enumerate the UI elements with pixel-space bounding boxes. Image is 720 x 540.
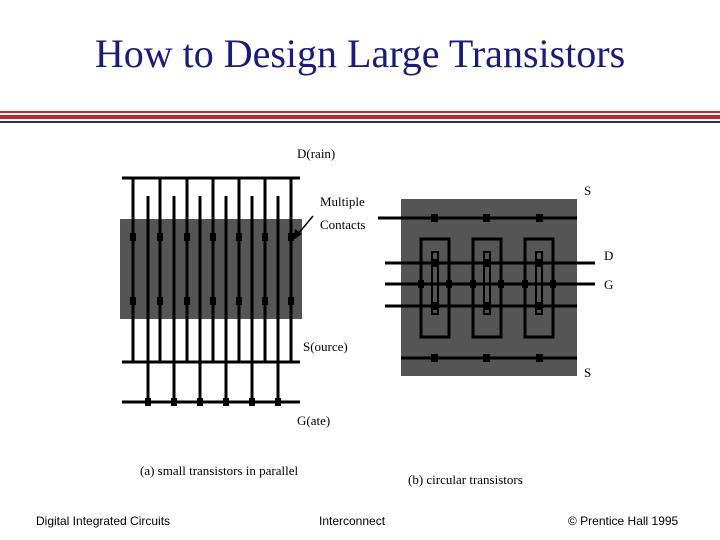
footer-left: Digital Integrated Circuits (36, 514, 171, 528)
caption-b: (b) circular transistors (408, 472, 523, 487)
diagram-a (120, 146, 366, 478)
contacts-label-line1: Multiple (320, 194, 365, 209)
s-bottom-label: S (584, 365, 592, 380)
d-label: D (604, 248, 614, 263)
drain-label: D(rain) (297, 146, 336, 161)
footer-center: Interconnect (319, 514, 386, 528)
footer-right: © Prentice Hall 1995 (568, 514, 679, 528)
caption-a: (a) small transistors in parallel (140, 463, 299, 478)
s-top-label: S (584, 183, 592, 198)
contacts-label-line2: Contacts (320, 217, 366, 232)
slide-title: How to Design Large Transistors (94, 31, 626, 76)
diagram-b (378, 183, 613, 487)
gate-label: G(ate) (297, 413, 331, 428)
g-label: G (604, 277, 614, 292)
source-label: S(ource) (303, 339, 348, 354)
